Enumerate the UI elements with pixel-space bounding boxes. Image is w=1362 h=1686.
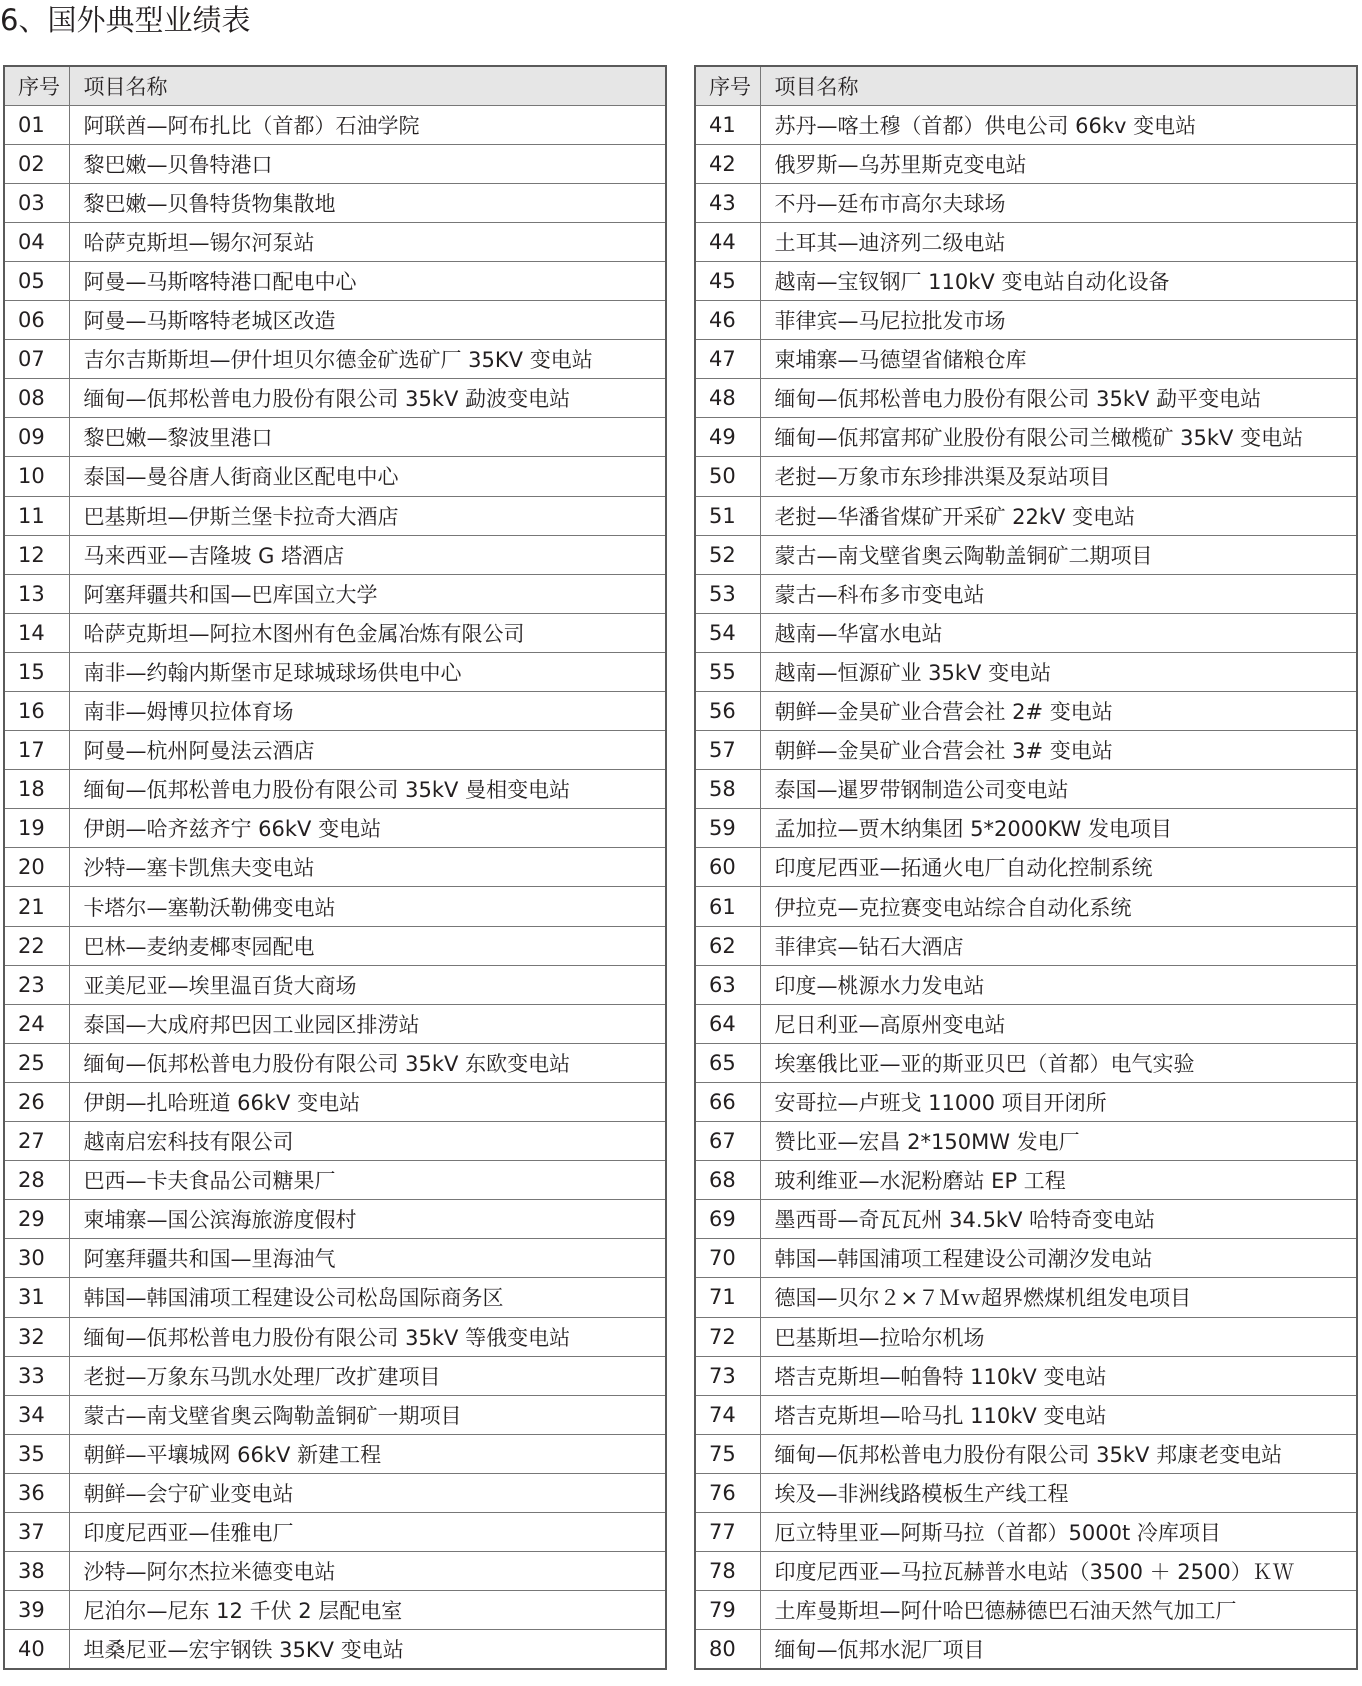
project-name: 埃及—非洲线路模板生产线工程 bbox=[760, 1473, 1357, 1512]
table-row bbox=[4, 1122, 666, 1161]
table-row bbox=[4, 1473, 666, 1512]
project-name: 巴基斯坦—拉哈尔机场 bbox=[760, 1317, 1357, 1356]
project-name: 塔吉克斯坦—帕鲁特 110kV 变电站 bbox=[760, 1356, 1357, 1395]
project-name: 菲律宾—钻石大酒店 bbox=[760, 926, 1357, 965]
row-number: 10 bbox=[4, 457, 69, 496]
row-number: 52 bbox=[695, 535, 760, 574]
row-number: 13 bbox=[4, 574, 69, 613]
project-name: 坦桑尼亚—宏宇钢铁 35KV 变电站 bbox=[69, 1630, 666, 1669]
table-row bbox=[4, 222, 666, 261]
table-row bbox=[695, 261, 1357, 300]
row-number: 79 bbox=[695, 1591, 760, 1630]
table-row bbox=[4, 1591, 666, 1630]
project-name: 苏丹—喀土穆（首都）供电公司 66kv 变电站 bbox=[760, 105, 1357, 144]
table-row bbox=[4, 848, 666, 887]
project-name: 赞比亚—宏昌 2*150MW 发电厂 bbox=[760, 1122, 1357, 1161]
project-name: 缅甸—佤邦松普电力股份有限公司 35kV 曼相变电站 bbox=[69, 770, 666, 809]
table-row bbox=[695, 1122, 1357, 1161]
row-number: 60 bbox=[695, 848, 760, 887]
row-number: 46 bbox=[695, 301, 760, 340]
project-name: 阿塞拜疆共和国—里海油气 bbox=[69, 1239, 666, 1278]
project-name: 沙特—阿尔杰拉米德变电站 bbox=[69, 1552, 666, 1591]
row-number: 06 bbox=[4, 301, 69, 340]
row-number: 50 bbox=[695, 457, 760, 496]
row-number: 35 bbox=[4, 1434, 69, 1473]
table-row bbox=[695, 535, 1357, 574]
row-number: 01 bbox=[4, 105, 69, 144]
table-row bbox=[695, 887, 1357, 926]
project-name: 马来西亚—吉隆坡 G 塔酒店 bbox=[69, 535, 666, 574]
reference-table-left bbox=[3, 65, 667, 1670]
table-row bbox=[695, 1434, 1357, 1473]
project-name: 缅甸—佤邦松普电力股份有限公司 35kV 勐平变电站 bbox=[760, 379, 1357, 418]
table-row bbox=[695, 222, 1357, 261]
row-number: 29 bbox=[4, 1200, 69, 1239]
project-name: 越南—恒源矿业 35kV 变电站 bbox=[760, 652, 1357, 691]
table-row bbox=[695, 105, 1357, 144]
project-name: 土库曼斯坦—阿什哈巴德赫德巴石油天然气加工厂 bbox=[760, 1591, 1357, 1630]
project-name: 阿曼—杭州阿曼法云酒店 bbox=[69, 731, 666, 770]
project-name: 缅甸—佤邦松普电力股份有限公司 35kV 等俄变电站 bbox=[69, 1317, 666, 1356]
project-name: 朝鲜—平壤城网 66kV 新建工程 bbox=[69, 1434, 666, 1473]
row-number: 74 bbox=[695, 1395, 760, 1434]
row-number: 07 bbox=[4, 340, 69, 379]
table-row bbox=[4, 1004, 666, 1043]
project-name: 吉尔吉斯斯坦—伊什坦贝尔德金矿选矿厂 35KV 变电站 bbox=[69, 340, 666, 379]
row-number: 45 bbox=[695, 261, 760, 300]
row-number: 22 bbox=[4, 926, 69, 965]
project-name: 印度—桃源水力发电站 bbox=[760, 965, 1357, 1004]
table-row bbox=[4, 770, 666, 809]
table-row bbox=[695, 731, 1357, 770]
table-row bbox=[695, 692, 1357, 731]
project-name: 沙特—塞卡凯焦夫变电站 bbox=[69, 848, 666, 887]
table-row bbox=[695, 1082, 1357, 1121]
table-row bbox=[695, 496, 1357, 535]
row-number: 42 bbox=[695, 144, 760, 183]
project-name: 孟加拉—贾木纳集团 5*2000KW 发电项目 bbox=[760, 809, 1357, 848]
row-number: 80 bbox=[695, 1630, 760, 1669]
table-row bbox=[4, 1395, 666, 1434]
table-row bbox=[4, 1434, 666, 1473]
table-row bbox=[4, 183, 666, 222]
table-row bbox=[4, 144, 666, 183]
table-row bbox=[4, 1552, 666, 1591]
table-row bbox=[695, 1317, 1357, 1356]
row-number: 36 bbox=[4, 1473, 69, 1512]
project-name: 哈萨克斯坦—阿拉木图州有色金属冶炼有限公司 bbox=[69, 613, 666, 652]
project-name: 缅甸—佤邦水泥厂项目 bbox=[760, 1630, 1357, 1669]
project-name: 朝鲜—会宁矿业变电站 bbox=[69, 1473, 666, 1512]
table-row bbox=[4, 926, 666, 965]
project-name: 黎巴嫩—贝鲁特货物集散地 bbox=[69, 183, 666, 222]
row-number: 73 bbox=[695, 1356, 760, 1395]
project-name: 朝鲜—金昊矿业合营会社 3# 变电站 bbox=[760, 731, 1357, 770]
project-name: 南非—姆博贝拉体育场 bbox=[69, 692, 666, 731]
project-name: 阿曼—马斯喀特老城区改造 bbox=[69, 301, 666, 340]
row-number: 71 bbox=[695, 1278, 760, 1317]
row-number: 11 bbox=[4, 496, 69, 535]
row-number: 67 bbox=[695, 1122, 760, 1161]
row-number: 28 bbox=[4, 1161, 69, 1200]
row-number: 57 bbox=[695, 731, 760, 770]
project-name: 缅甸—佤邦富邦矿业股份有限公司兰橄榄矿 35kV 变电站 bbox=[760, 418, 1357, 457]
project-name: 尼日利亚—高原州变电站 bbox=[760, 1004, 1357, 1043]
row-number: 61 bbox=[695, 887, 760, 926]
table-row bbox=[4, 652, 666, 691]
row-number: 17 bbox=[4, 731, 69, 770]
project-name: 土耳其—迪济列二级电站 bbox=[760, 222, 1357, 261]
table-row bbox=[695, 1473, 1357, 1512]
table-row bbox=[695, 1043, 1357, 1082]
table-row bbox=[695, 1278, 1357, 1317]
table-row bbox=[4, 1630, 666, 1669]
row-number: 68 bbox=[695, 1161, 760, 1200]
project-name: 柬埔寨—国公滨海旅游度假村 bbox=[69, 1200, 666, 1239]
project-name: 黎巴嫩—黎波里港口 bbox=[69, 418, 666, 457]
table-row bbox=[695, 1395, 1357, 1434]
table-row bbox=[695, 1004, 1357, 1043]
project-name: 巴西—卡夫食品公司糖果厂 bbox=[69, 1161, 666, 1200]
row-number: 41 bbox=[695, 105, 760, 144]
row-number: 40 bbox=[4, 1630, 69, 1669]
row-number: 65 bbox=[695, 1043, 760, 1082]
project-name: 阿塞拜疆共和国—巴库国立大学 bbox=[69, 574, 666, 613]
table-row bbox=[4, 1512, 666, 1551]
table-row bbox=[4, 1161, 666, 1200]
project-name: 卡塔尔—塞勒沃勒佛变电站 bbox=[69, 887, 666, 926]
table-row bbox=[695, 848, 1357, 887]
table-row bbox=[695, 574, 1357, 613]
page-title: 6、国外典型业绩表 bbox=[0, 3, 251, 37]
table-row bbox=[695, 301, 1357, 340]
table-row bbox=[4, 809, 666, 848]
table-row bbox=[695, 379, 1357, 418]
project-name: 阿联酋—阿布扎比（首都）石油学院 bbox=[69, 105, 666, 144]
row-number: 25 bbox=[4, 1043, 69, 1082]
row-number: 76 bbox=[695, 1473, 760, 1512]
row-number: 31 bbox=[4, 1278, 69, 1317]
table-row bbox=[695, 1161, 1357, 1200]
table-body-right bbox=[695, 105, 1357, 1669]
project-name: 蒙古—南戈壁省奥云陶勒盖铜矿二期项目 bbox=[760, 535, 1357, 574]
project-name: 阿曼—马斯喀特港口配电中心 bbox=[69, 261, 666, 300]
project-name: 巴林—麦纳麦椰枣园配电 bbox=[69, 926, 666, 965]
table-row bbox=[4, 105, 666, 144]
table-row bbox=[695, 1356, 1357, 1395]
project-name: 伊朗—哈齐兹齐宁 66kV 变电站 bbox=[69, 809, 666, 848]
row-number: 49 bbox=[695, 418, 760, 457]
row-number: 69 bbox=[695, 1200, 760, 1239]
project-name: 老挝—万象东马凯水处理厂改扩建项目 bbox=[69, 1356, 666, 1395]
table-row bbox=[695, 1512, 1357, 1551]
table-row bbox=[4, 496, 666, 535]
project-name: 老挝—华潘省煤矿开采矿 22kV 变电站 bbox=[760, 496, 1357, 535]
row-number: 56 bbox=[695, 692, 760, 731]
table-row bbox=[695, 613, 1357, 652]
row-number: 20 bbox=[4, 848, 69, 887]
table-row bbox=[695, 1630, 1357, 1669]
table-row bbox=[695, 457, 1357, 496]
row-number: 70 bbox=[695, 1239, 760, 1278]
column-header-name: 项目名称 bbox=[69, 66, 666, 105]
table-header-row bbox=[695, 66, 1357, 105]
table-row bbox=[4, 692, 666, 731]
project-name: 越南—宝钗钢厂 110kV 变电站自动化设备 bbox=[760, 261, 1357, 300]
project-name: 菲律宾—马尼拉批发市场 bbox=[760, 301, 1357, 340]
project-name: 玻利维亚—水泥粉磨站 EP 工程 bbox=[760, 1161, 1357, 1200]
table-body-left bbox=[4, 105, 666, 1669]
project-name: 泰国—暹罗带钢制造公司变电站 bbox=[760, 770, 1357, 809]
table-row bbox=[4, 574, 666, 613]
project-name: 伊拉克—克拉赛变电站综合自动化系统 bbox=[760, 887, 1357, 926]
project-name: 蒙古—科布多市变电站 bbox=[760, 574, 1357, 613]
project-name: 厄立特里亚—阿斯马拉（首都）5000t 冷库项目 bbox=[760, 1512, 1357, 1551]
project-name: 韩国—韩国浦项工程建设公司松岛国际商务区 bbox=[69, 1278, 666, 1317]
column-header-no: 序号 bbox=[4, 66, 69, 105]
row-number: 02 bbox=[4, 144, 69, 183]
row-number: 72 bbox=[695, 1317, 760, 1356]
project-name: 俄罗斯—乌苏里斯克变电站 bbox=[760, 144, 1357, 183]
table-row bbox=[695, 1239, 1357, 1278]
row-number: 30 bbox=[4, 1239, 69, 1278]
project-name: 缅甸—佤邦松普电力股份有限公司 35kV 东欧变电站 bbox=[69, 1043, 666, 1082]
table-row bbox=[4, 340, 666, 379]
row-number: 55 bbox=[695, 652, 760, 691]
table-row bbox=[695, 418, 1357, 457]
project-name: 柬埔寨—马德望省储粮仓库 bbox=[760, 340, 1357, 379]
row-number: 38 bbox=[4, 1552, 69, 1591]
table-row bbox=[4, 965, 666, 1004]
table-row bbox=[4, 613, 666, 652]
project-name: 泰国—大成府邦巴因工业园区排涝站 bbox=[69, 1004, 666, 1043]
project-name: 不丹—廷布市高尔夫球场 bbox=[760, 183, 1357, 222]
row-number: 24 bbox=[4, 1004, 69, 1043]
project-name: 蒙古—南戈壁省奥云陶勒盖铜矿一期项目 bbox=[69, 1395, 666, 1434]
row-number: 12 bbox=[4, 535, 69, 574]
row-number: 53 bbox=[695, 574, 760, 613]
table-row bbox=[695, 770, 1357, 809]
table-row bbox=[695, 1200, 1357, 1239]
table-row bbox=[4, 1043, 666, 1082]
row-number: 43 bbox=[695, 183, 760, 222]
project-name: 缅甸—佤邦松普电力股份有限公司 35kV 勐波变电站 bbox=[69, 379, 666, 418]
table-row bbox=[4, 457, 666, 496]
row-number: 16 bbox=[4, 692, 69, 731]
row-number: 75 bbox=[695, 1434, 760, 1473]
project-name: 黎巴嫩—贝鲁特港口 bbox=[69, 144, 666, 183]
row-number: 26 bbox=[4, 1082, 69, 1121]
table-row bbox=[4, 1356, 666, 1395]
table-row bbox=[4, 1082, 666, 1121]
column-header-name: 项目名称 bbox=[760, 66, 1357, 105]
project-name: 泰国—曼谷唐人街商业区配电中心 bbox=[69, 457, 666, 496]
project-name: 朝鲜—金昊矿业合营会社 2# 变电站 bbox=[760, 692, 1357, 731]
row-number: 14 bbox=[4, 613, 69, 652]
table-row bbox=[4, 731, 666, 770]
column-header-no: 序号 bbox=[695, 66, 760, 105]
row-number: 63 bbox=[695, 965, 760, 1004]
table-row bbox=[695, 1552, 1357, 1591]
project-name: 哈萨克斯坦—锡尔河泵站 bbox=[69, 222, 666, 261]
table-row bbox=[4, 1200, 666, 1239]
row-number: 37 bbox=[4, 1512, 69, 1551]
row-number: 03 bbox=[4, 183, 69, 222]
row-number: 62 bbox=[695, 926, 760, 965]
row-number: 78 bbox=[695, 1552, 760, 1591]
project-name: 埃塞俄比亚—亚的斯亚贝巴（首都）电气实验 bbox=[760, 1043, 1357, 1082]
project-name: 越南—华富水电站 bbox=[760, 613, 1357, 652]
table-row bbox=[695, 809, 1357, 848]
row-number: 48 bbox=[695, 379, 760, 418]
row-number: 77 bbox=[695, 1512, 760, 1551]
row-number: 09 bbox=[4, 418, 69, 457]
project-name: 尼泊尔—尼东 12 千伏 2 层配电室 bbox=[69, 1591, 666, 1630]
table-row bbox=[4, 1278, 666, 1317]
row-number: 08 bbox=[4, 379, 69, 418]
project-name: 印度尼西亚—马拉瓦赫普水电站（3500 ＋ 2500）ＫＷ bbox=[760, 1552, 1357, 1591]
project-name: 安哥拉—卢班戈 11000 项目开闭所 bbox=[760, 1082, 1357, 1121]
row-number: 23 bbox=[4, 965, 69, 1004]
table-row bbox=[4, 1317, 666, 1356]
table-row bbox=[4, 535, 666, 574]
project-name: 德国—贝尔２×７Ｍｗ超界燃煤机组发电项目 bbox=[760, 1278, 1357, 1317]
row-number: 21 bbox=[4, 887, 69, 926]
table-row bbox=[4, 887, 666, 926]
project-name: 印度尼西亚—拓通火电厂自动化控制系统 bbox=[760, 848, 1357, 887]
row-number: 15 bbox=[4, 652, 69, 691]
table-row bbox=[695, 340, 1357, 379]
row-number: 32 bbox=[4, 1317, 69, 1356]
row-number: 54 bbox=[695, 613, 760, 652]
table-row bbox=[695, 652, 1357, 691]
table-row bbox=[695, 183, 1357, 222]
row-number: 19 bbox=[4, 809, 69, 848]
row-number: 18 bbox=[4, 770, 69, 809]
row-number: 33 bbox=[4, 1356, 69, 1395]
row-number: 04 bbox=[4, 222, 69, 261]
row-number: 51 bbox=[695, 496, 760, 535]
row-number: 58 bbox=[695, 770, 760, 809]
row-number: 66 bbox=[695, 1082, 760, 1121]
project-name: 墨西哥—奇瓦瓦州 34.5kV 哈特奇变电站 bbox=[760, 1200, 1357, 1239]
project-name: 越南启宏科技有限公司 bbox=[69, 1122, 666, 1161]
table-header-row bbox=[4, 66, 666, 105]
project-name: 韩国—韩国浦项工程建设公司潮汐发电站 bbox=[760, 1239, 1357, 1278]
row-number: 47 bbox=[695, 340, 760, 379]
project-name: 塔吉克斯坦—哈马扎 110kV 变电站 bbox=[760, 1395, 1357, 1434]
table-row bbox=[695, 144, 1357, 183]
reference-table-right bbox=[694, 65, 1358, 1670]
project-name: 亚美尼亚—埃里温百货大商场 bbox=[69, 965, 666, 1004]
row-number: 27 bbox=[4, 1122, 69, 1161]
project-name: 老挝—万象市东珍排洪渠及泵站项目 bbox=[760, 457, 1357, 496]
project-name: 南非—约翰内斯堡市足球城球场供电中心 bbox=[69, 652, 666, 691]
table-row bbox=[4, 1239, 666, 1278]
table-row bbox=[695, 965, 1357, 1004]
table-row bbox=[4, 301, 666, 340]
table-row bbox=[4, 379, 666, 418]
table-row bbox=[695, 1591, 1357, 1630]
row-number: 59 bbox=[695, 809, 760, 848]
project-name: 印度尼西亚—佳雅电厂 bbox=[69, 1512, 666, 1551]
project-name: 巴基斯坦—伊斯兰堡卡拉奇大酒店 bbox=[69, 496, 666, 535]
table-row bbox=[4, 418, 666, 457]
project-name: 伊朗—扎哈班道 66kV 变电站 bbox=[69, 1082, 666, 1121]
row-number: 34 bbox=[4, 1395, 69, 1434]
row-number: 64 bbox=[695, 1004, 760, 1043]
table-row bbox=[4, 261, 666, 300]
row-number: 05 bbox=[4, 261, 69, 300]
project-name: 缅甸—佤邦松普电力股份有限公司 35kV 邦康老变电站 bbox=[760, 1434, 1357, 1473]
table-row bbox=[695, 926, 1357, 965]
row-number: 44 bbox=[695, 222, 760, 261]
row-number: 39 bbox=[4, 1591, 69, 1630]
